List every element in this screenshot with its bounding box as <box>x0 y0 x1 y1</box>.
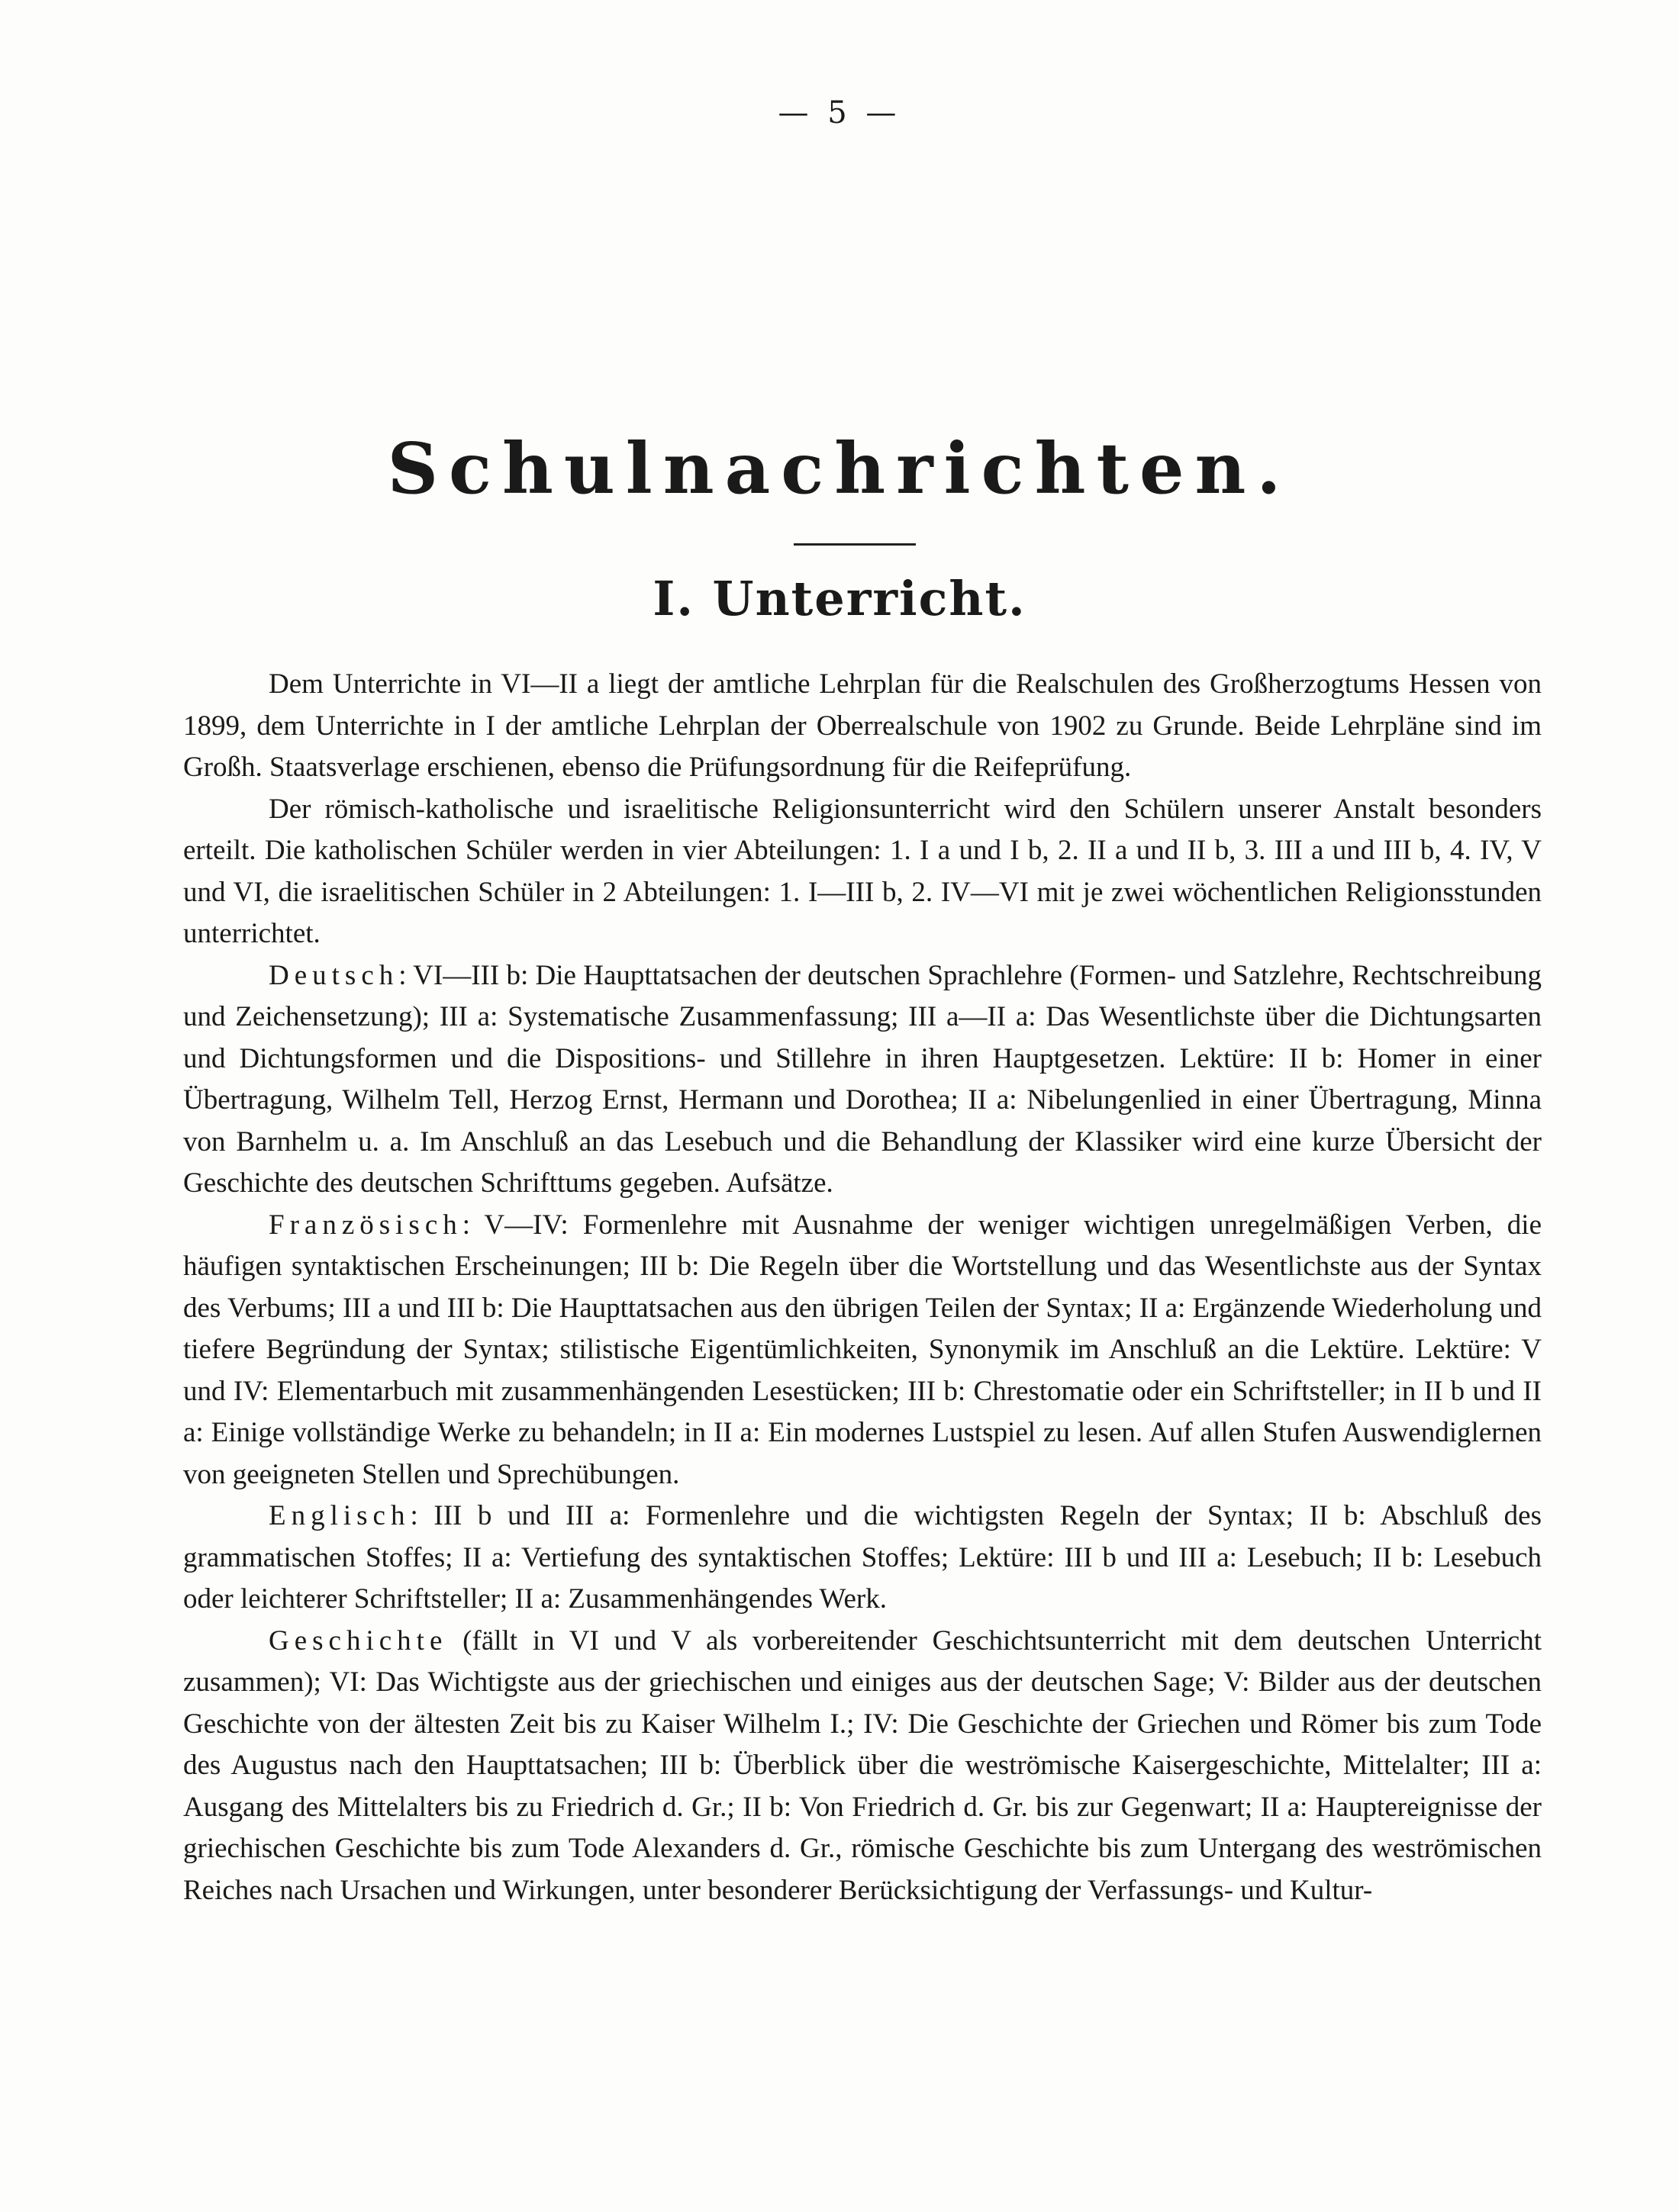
paragraph-text: Dem Unterrichte in VI—II a liegt der amtliche Lehrplan für die Realschulen des Großherzogtums Hessen von 1899, dem Unterrichte in I der amtliche Lehrplan der Oberrealschule von 1902 zu Grunde. Beide Lehrpläne sind im Großh. Staatsverlage erschienen, ebenso die Prüfungsordnung für die Reifeprüfung. <box>183 668 1542 783</box>
paragraph-geschichte <box>183 1621 1542 1912</box>
paragraph-text: : III b und III a: Formenlehre und die wichtigsten Regeln der Syntax; II b: Abschluß des grammatischen Stoffes; II a: Vertiefung des syntaktischen Stoffes; Lektüre: III b und III a: Lesebuch; II b: Lesebuch oder leichterer Schriftsteller; II a: Zusammenhängendes Werk. <box>183 1500 1542 1615</box>
paragraph-englisch <box>183 1496 1542 1621</box>
title-divider <box>794 543 916 546</box>
main-title: Schulnachrichten. <box>387 427 1292 510</box>
subject-heading: Geschichte <box>269 1624 448 1657</box>
paragraph-text: : VI—III b: Die Haupttatsachen der deutschen Sprachlehre (Formen- und Satzlehre, Rechtschreibung und Zeichensetzung); III a: Systematische Zusammenfassung; III a—II a: Das Wesentlichste über die Dichtungsarten und Dichtungsformen und die Dispositions- und Stillehre in ihren Hauptgesetzen. Lektüre: II b: Homer in einer Übertragung, Wilhelm Tell, Herzog Ernst, Hermann und Dorothea; II a: Nibelungenlied in einer Übertragung, Minna von Barnhelm u. a. Im Anschluß an das Lesebuch und die Behandlung der Klassiker wird eine kurze Übersicht der Geschichte des deutschen Schrifttums gegeben. Aufsätze. <box>183 959 1542 1199</box>
paragraph-franzoesisch <box>183 1205 1542 1496</box>
paragraph-deutsch <box>183 955 1542 1205</box>
subject-heading: Französisch <box>269 1209 462 1241</box>
paragraph-text: Der römisch-katholische und israelitische Religionsunterricht wird den Schülern unserer Anstalt besonders erteilt. Die katholischen Schüler werden in vier Abteilungen: 1. I a und I b, 2. II a und II b, 3. III a und III b, 4. IV, V und VI, die israelitischen Schüler in 2 Abteilungen: 1. I—III b, 2. IV—VI mit je zwei wöchentlichen Religionsstunden unterrichtet. <box>183 793 1542 949</box>
page-number: — 5 — <box>778 95 901 130</box>
body-text <box>183 664 1542 1911</box>
section-title: I. Unterricht. <box>653 571 1026 626</box>
paragraph-religion <box>183 789 1542 955</box>
paragraph-text: : V—IV: Formenlehre mit Ausnahme der weniger wichtigen unregelmäßigen Verben, die häufigen syntaktischen Erscheinungen; III b: Die Regeln über die Wortstellung und das Wesentlichste aus der Syntax des Verbums; III a und III b: Die Haupttatsachen aus den übrigen Teilen der Syntax; II a: Ergänzende Wiederholung und tiefere Begründung der Syntax; stilistische Eigentümlichkeiten, Synonymik im Anschluß an die Lektüre. Lektüre: V und IV: Elementarbuch mit zusammenhängenden Lesestücken; III b: Chrestomatie oder ein Schriftsteller; in II b und II a: Einige vollständige Werke zu behandeln; in II a: Ein modernes Lustspiel zu lesen. Auf allen Stufen Auswendiglernen von geeigneten Stellen und Sprechübungen. <box>183 1209 1542 1490</box>
subject-heading: Deutsch <box>269 959 399 991</box>
paragraph-text: (fällt in VI und V als vorbereitender Geschichtsunterricht mit dem deutschen Unterricht zusammen); VI: Das Wichtigste aus der griechischen und einiges aus der deutschen Sage; V: Bilder aus der deutschen Geschichte von der ältesten Zeit bis zu Kaiser Wilhelm I.; IV: Die Geschichte der Griechen und Römer bis zum Tode des Augustus nach den Haupttatsachen; III b: Überblick über die weströmische Kaisergeschichte, Mittelalter; III a: Ausgang des Mittelalters bis zu Friedrich d. Gr.; II b: Von Friedrich d. Gr. bis zur Gegenwart; II a: Hauptereignisse der griechischen Geschichte bis zum Tode Alexanders d. Gr., römische Geschichte bis zum Untergang des weströmischen Reiches nach Ursachen und Wirkungen, unter besonderer Berücksichtigung der Verfassungs- und Kultur- <box>183 1624 1542 1906</box>
paragraph-intro <box>183 664 1542 789</box>
subject-heading: Englisch <box>269 1500 411 1531</box>
